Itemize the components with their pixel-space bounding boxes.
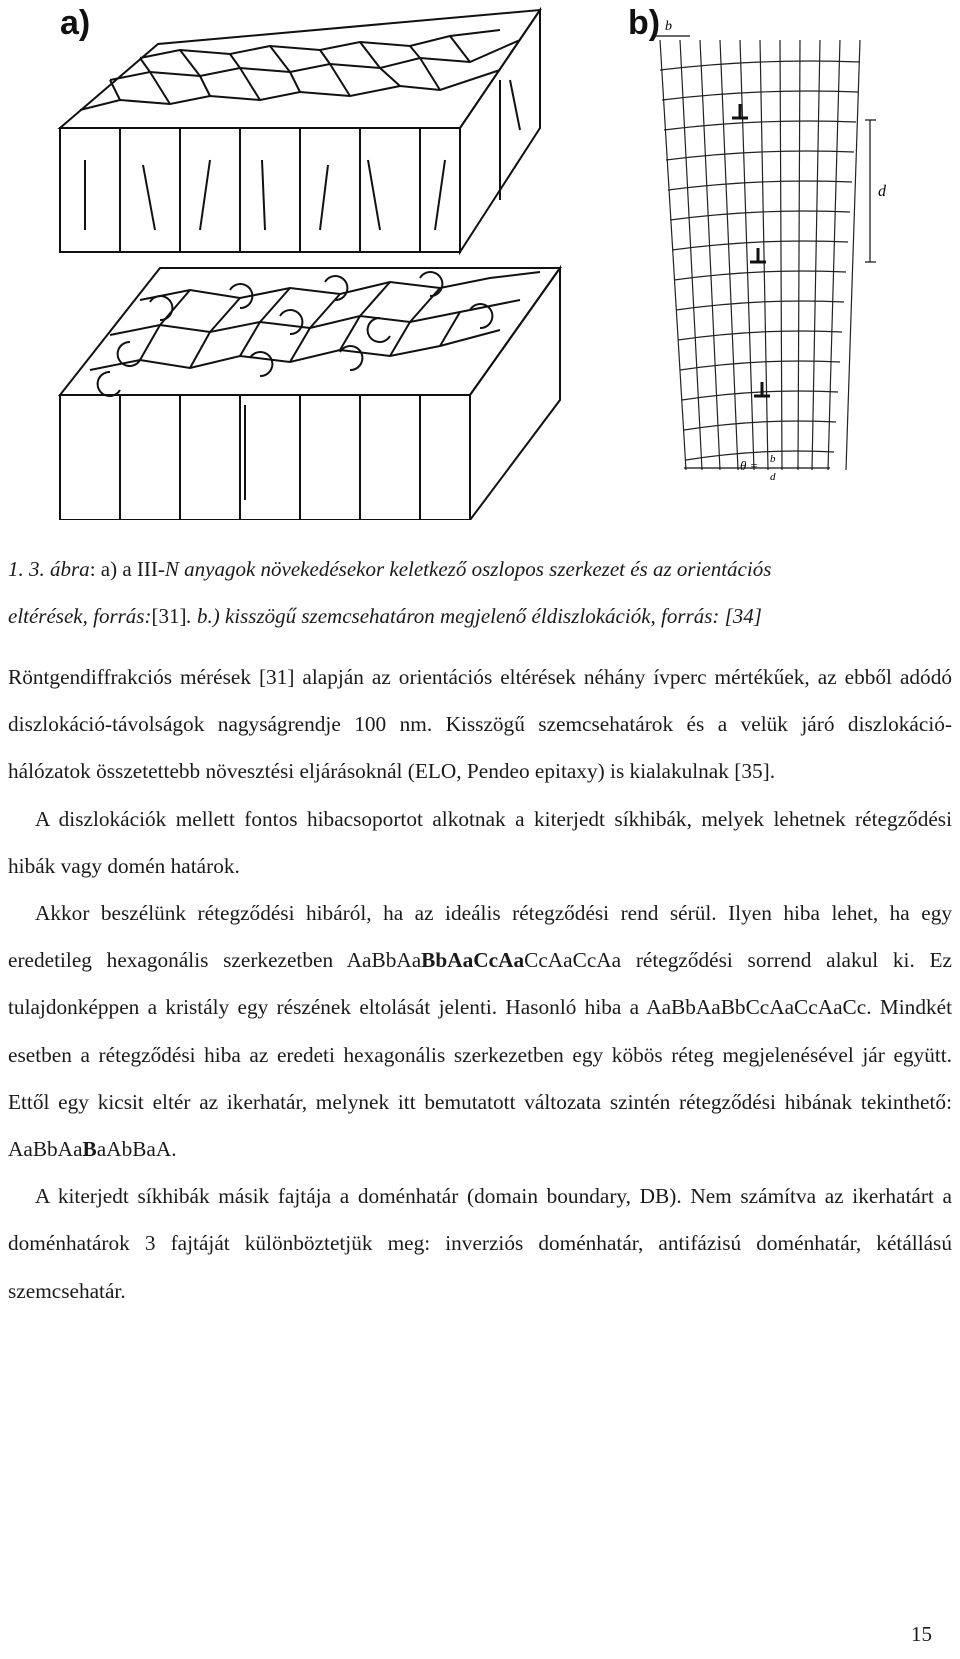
theta-formula-lhs: θ =	[740, 458, 759, 473]
page-number: 15	[911, 1622, 932, 1646]
caption-line2-start: eltérések, forrás:	[8, 604, 152, 628]
caption-number: 1. 3.	[8, 557, 50, 581]
paragraph-2: A diszlokációk mellett fontos hibacsoportot alkotnak a kiterjedt síkhibák, melyek lehetnek rétegződési hibák vagy domén határok.	[8, 806, 952, 878]
theta-formula-denominator: d	[770, 471, 776, 483]
caption-line1-rest: N anyagok növekedésekor keletkező oszlopos szerkezet és az orientációs	[164, 557, 772, 581]
p3-part-1: Akkor beszélünk rétegződési hibáról, ha az ideális rétegződési rend sérül. Ilyen hiba lehet, ha egy eredetileg hexagonális szerkezetben AaBbAa	[8, 901, 952, 973]
p3-part-3: aAbBaA.	[96, 1137, 177, 1162]
grain-boundary-diagram	[640, 0, 940, 520]
caption-part-a: : a) a III-	[89, 557, 165, 581]
p3-part-2: CcAaCcAa rétegződési sorrend alakul ki. Ez tulajdonképpen a kristály egy részének eltolását jelenti. Hasonló hiba a AaBbAaBbCcAaCcAaCc. Mindkét esetben a rétegződési hiba az eredeti hexagonális szerkezetben egy köbös réteg megjelenésével jár együtt. Ettől egy kicsit eltér az ikerhatár, melynek itt bemutatott változata szintén rétegződési hibának tekinthető: AaBbAa	[8, 948, 952, 1162]
caption-line-2	[8, 593, 952, 640]
caption-abra: ábra	[50, 557, 90, 581]
p3-bold-1: BbAaCcAa	[421, 948, 525, 973]
figure	[0, 0, 960, 520]
caption-ref-31: [31]	[151, 604, 187, 628]
caption-line-1	[8, 546, 952, 593]
dislocation-spacing-label: d	[878, 183, 886, 200]
figure-label-a: a)	[60, 4, 91, 42]
p3-bold-2: B	[82, 1137, 97, 1162]
paragraph-1: Röntgendiffrakciós mérések [31] alapján az orientációs eltérések néhány ívperc mértékűek, az ebből adódó diszlokáció-távolságok nagyságrendje 100 nm. Kisszögű szemcsehatárok és a velük járó diszlokáció-hálózatok összetettebb növesztési eljárásoknál (ELO, Pendeo epitaxy) is kialakulnak [35].	[8, 665, 952, 784]
paragraph-3	[8, 890, 952, 1173]
burgers-vector-label: b	[665, 19, 672, 34]
paragraph-4: A kiterjedt síkhibák másik fajtája a doménhatár (domain boundary, DB). Nem számítva az ikerhatárt a doménhatárok 3 fajtáját különböztetjük meg: inverziós doménhatár, antifázisú doménhatár, kétállású szemcsehatár.	[8, 1184, 952, 1303]
columnar-structure-diagram	[0, 0, 600, 520]
body-text	[8, 654, 952, 1315]
figure-label-b: b)	[628, 4, 661, 42]
caption-line2-rest: . b.) kisszögű szemcsehatáron megjelenő éldiszlokációk, forrás: [34]	[186, 604, 762, 628]
theta-formula-numerator: b	[770, 453, 776, 465]
figure-caption	[8, 546, 952, 640]
